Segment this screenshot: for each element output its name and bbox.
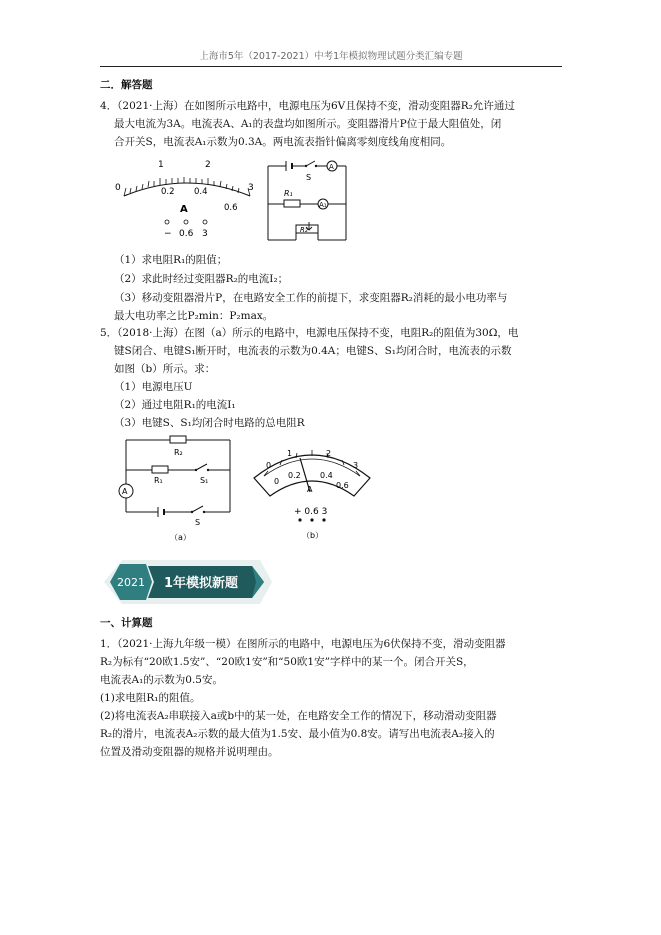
dial-b-unit: A: [307, 485, 313, 494]
ammeter-dial-b-figure: [250, 436, 375, 544]
resistor-r2-label: R₂: [174, 448, 183, 457]
switch-s-symbol: [191, 506, 205, 513]
switch-s-symbol: [305, 161, 317, 167]
terminal-neg: [165, 220, 169, 224]
dial-b-bottom-06: 0.6: [336, 481, 349, 490]
switch-s1-symbol: [195, 464, 209, 471]
resistor-r2: [170, 436, 186, 443]
battery-symbol: [158, 507, 164, 517]
section-banner: [100, 558, 275, 606]
dial-unit: A: [180, 204, 188, 215]
dial-b-terminal-2: [310, 518, 313, 521]
resistor-r1: [152, 466, 168, 473]
q4-sub2: （2）求此时经过变阻器R₂的电流I₂；: [114, 273, 289, 285]
q5-sub3: （3）电键S、S₁均闭合时电路的总电阻R: [114, 417, 305, 429]
rheostat-r2-label: R₂: [300, 226, 308, 234]
dial-b-terminals: + 0.6 3: [294, 507, 328, 517]
caption-a: （a）: [170, 533, 191, 542]
dial-b-top-2: 2: [326, 449, 332, 458]
q4-sub3a: （3）移动变阻器滑片P，在电路安全工作的前提下，求变阻器R₂消耗的最小电功率与: [114, 292, 508, 304]
switch-s1-label: S₁: [200, 476, 209, 485]
dial-label-0.6: 0.6: [224, 203, 238, 213]
q1-line1: 1．（2021·上海九年级一模）在图所示的电路中，电源电压为6伏保持不变，滑动变阻器: [100, 638, 506, 650]
q5-sub2: （2）通过电阻R₁的电流I₁: [114, 399, 236, 411]
ammeter-dial-figure: [112, 150, 262, 245]
dial-label-zero: 0: [115, 183, 121, 193]
dial-b-top-3: 3: [353, 461, 359, 470]
q4-sub1: （1）求电阻R₁的阻值；: [114, 254, 228, 266]
q1-line2: R₂为标有“20欧1.5安”、“20欧1安”和“50欧1安”字样中的某一个。闭合开关S，: [100, 656, 474, 668]
banner-label: 1年模拟新题: [164, 576, 239, 591]
q1-line3: 电流表A₁的示数为0.5安。: [100, 674, 223, 686]
terminal-label-06: 0.6: [179, 229, 194, 239]
dial-b-bottom-04: 0.4: [320, 471, 333, 480]
page-header: 上海市5年（2017-2021）中考1年模拟物理试题分类汇编专题: [199, 51, 463, 62]
q4-line3: 合开关S，电流表A₁示数为0.3A。两电流表指针偏离零刻度线角度相同。: [114, 136, 452, 148]
q1-sub2c: 位置及滑动变阻器的规格并说明理由。: [100, 746, 279, 758]
terminal-06: [184, 220, 188, 224]
switch-s-label: S: [306, 173, 312, 182]
dial-label-3: 3: [248, 183, 254, 193]
circuit-diagram-q4: [262, 152, 352, 246]
terminal-label-neg: −: [164, 229, 172, 239]
terminal-label-3: 3: [202, 229, 208, 239]
header-rule: [100, 66, 562, 67]
terminal-3: [203, 220, 207, 224]
dial-b-top-1: 1: [287, 449, 293, 458]
dial-b-terminal-3: [322, 518, 325, 521]
ammeter-a-label: A: [329, 163, 334, 171]
resistor-r1-label: R₁: [284, 189, 293, 198]
dial-b-bottom-0: 0: [274, 477, 280, 486]
battery-symbol: [286, 161, 292, 171]
resistor-r1: [284, 200, 300, 207]
q1-sub2a: (2)将电流表A₂串联接入a或b中的某一处，在电路安全工作的情况下，移动滑动变阻器: [100, 710, 497, 722]
ammeter-a1-label: A₁: [319, 201, 327, 209]
resistor-r1-label: R₁: [154, 476, 163, 485]
section-title-answer: 二．解答题: [100, 79, 153, 91]
banner-year: 2021: [117, 576, 145, 589]
dial-label-0.4: 0.4: [194, 187, 208, 197]
q4-line1: 4．（2021·上海）在如图所示电路中，电源电压为6V且保持不变，滑动变阻器R₂允许通过: [100, 100, 515, 112]
dial-label-1: 1: [158, 160, 164, 170]
switch-s-label: S: [195, 518, 201, 527]
q1-sub2b: R₂的滑片，电流表A₂示数的最大值为1.5安、最小值为0.8安。请写出电流表A₂接入的: [100, 728, 495, 740]
circuit-diagram-q5a: [112, 432, 242, 544]
caption-b: （b）: [302, 531, 324, 540]
dial-b-terminal-1: [298, 518, 301, 521]
dial-ticks: [124, 177, 250, 196]
q5-line1: 5．（2018·上海）在图（a）所示的电路中，电源电压保持不变，电阻R₂的阻值为30Ω，电: [100, 327, 519, 339]
dial-label-0.2: 0.2: [161, 187, 175, 197]
ammeter-a-label: A: [122, 487, 128, 496]
dial-label-2: 2: [205, 160, 211, 170]
q4-sub3b: 最大电功率之比P₂min：P₂max。: [114, 310, 274, 322]
dial-b-top-0: 0: [266, 461, 272, 470]
q5-sub1: （1）电源电压U: [114, 381, 193, 393]
q5-line2: 键S闭合、电键S₁断开时，电流表的示数为0.4A；电键S、S₁均闭合时，电流表的示数: [114, 345, 512, 357]
q4-line2: 最大电流为3A。电流表A、A₁的表盘均如图所示。变阻器滑片P位于最大阻值处，闭: [114, 118, 502, 130]
section-title-calc: 一、计算题: [100, 617, 153, 629]
q1-sub1: (1)求电阻R₁的阻值。: [100, 692, 201, 704]
q5-line3: 如图（b）所示。求：: [114, 363, 216, 375]
dial-b-bottom-02: 0.2: [288, 471, 301, 480]
